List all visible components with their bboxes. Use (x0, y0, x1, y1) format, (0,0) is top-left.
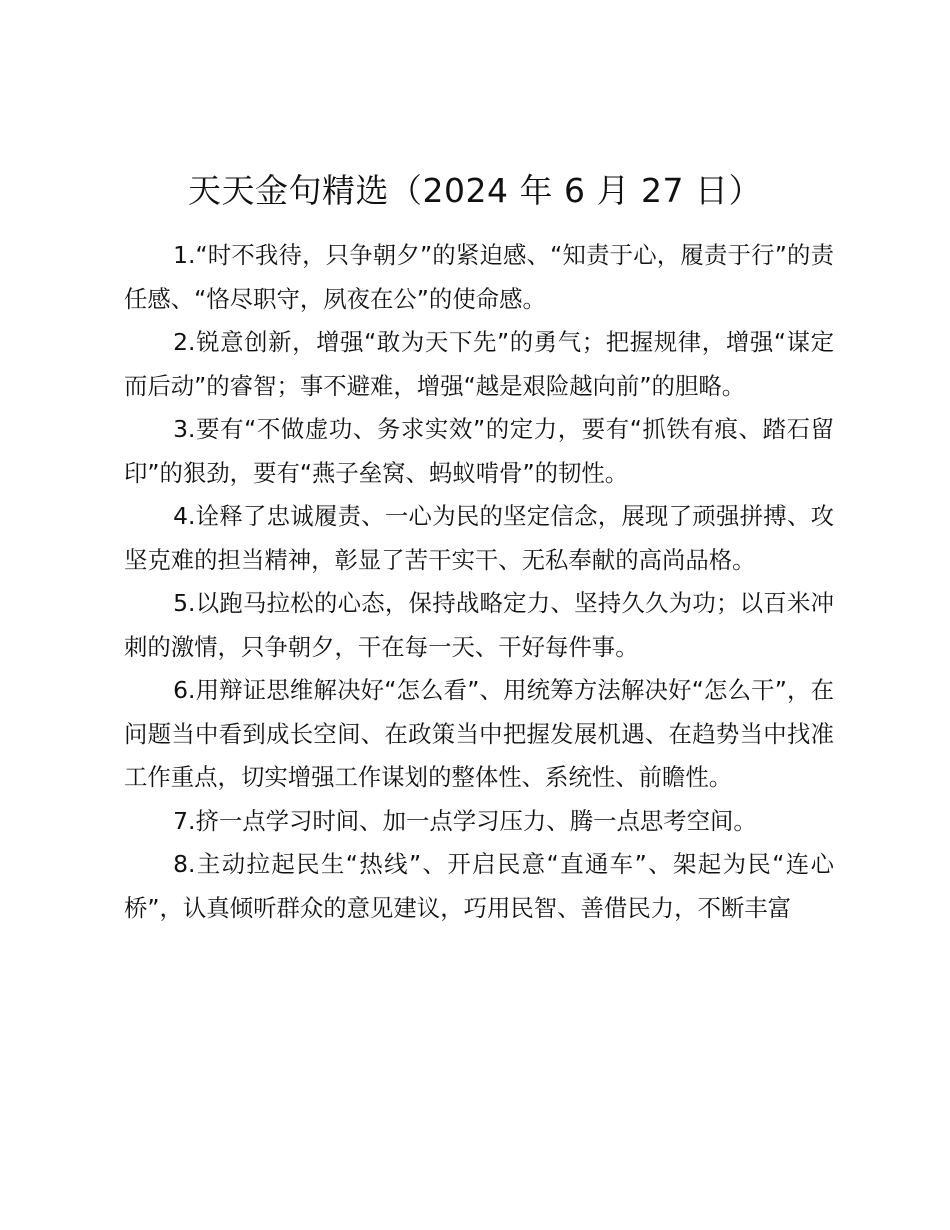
paragraph-8: 8.主动拉起民生“热线”、开启民意“直通车”、架起为民“连心桥”，认真倾听群众的意见建议，巧用民智、善借民力，不断丰富 (124, 850, 834, 922)
paragraph-3: 3.要有“不做虚功、务求实效”的定力，要有“抓铁有痕、踏石留印”的狠劲，要有“燕子垒窝、蚂蚁啃骨”的韧性。 (124, 415, 834, 487)
document-body (124, 234, 834, 930)
paragraph-7: 7.挤一点学习时间、加一点学习压力、腾一点思考空间。 (173, 806, 757, 835)
document-title: 天天金句精选（2024 年 6 月 27 日） (188, 171, 762, 210)
paragraph-4: 4.诠释了忠诚履责、一心为民的坚定信念，展现了顽强拼搏、攻坚克难的担当精神，彰显了苦干实干、无私奉献的高尚品格。 (124, 502, 834, 574)
paragraph-6: 6.用辩证思维解决好“怎么看”、用统筹方法解决好“怎么干”，在问题当中看到成长空间、在政策当中把握发展机遇、在趋势当中找准工作重点，切实增强工作谋划的整体性、系统性、前瞻性。 (124, 676, 834, 791)
paragraph-2: 2.锐意创新，增强“敢为天下先”的勇气；把握规律，增强“谋定而后动”的睿智；事不避难，增强“越是艰险越向前”的胆略。 (124, 328, 834, 400)
paragraph-1: 1.“时不我待，只争朝夕”的紧迫感、“知责于心，履责于行”的责任感、“恪尽职守，夙夜在公”的使命感。 (124, 241, 834, 313)
paragraph-5: 5.以跑马拉松的心态，保持战略定力、坚持久久为功；以百米冲刺的激情，只争朝夕，干在每一天、干好每件事。 (124, 589, 834, 661)
